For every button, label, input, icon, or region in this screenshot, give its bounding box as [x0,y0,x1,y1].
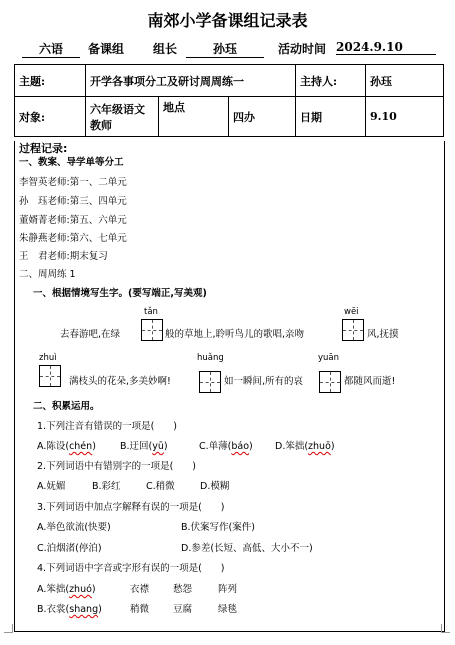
q2-4-stem: 4.下列词语中字音或字形有误的一项是( ) [37,563,225,574]
time-label: 活动时间 [278,42,327,56]
host-value: 孙珏 [366,65,444,97]
write-box-yuan[interactable] [319,371,341,393]
q1-line2-t1: 满枝头的花朵,多美妙啊! [69,376,171,387]
topic-value: 开学各事项分工及研讨周周练一 [86,65,296,97]
q2-4-b-word-4: 绿毯 [218,604,238,615]
q2-2-option-d: D.模糊 [200,481,230,492]
q1-line2-t2: 如一瞬间,所有的哀 [224,376,304,387]
pinyin-huang: huǎng [197,353,224,363]
target-label: 对象: [15,97,86,137]
q2-1-option-b: B.迂回(yū) [120,441,168,452]
pinyin-wei: wēi [344,307,359,317]
crop-mark-bottom-left [4,624,13,633]
write-box-huang[interactable] [199,371,221,393]
q2-4-a-word-4: 阵列 [218,584,238,595]
date-label: 日期 [296,97,366,137]
place-value: 四办 [229,97,296,137]
assignment-1: 李智英老师:第一、二单元 [19,177,127,188]
header-row [16,40,446,58]
q2-3-option-a: A.举色欲流(快要) [37,522,111,533]
q2-1-option-c: C.单薄(báo) [199,441,253,452]
assignment-2: 孙 珏老师:第三、四单元 [19,196,127,207]
q1-line1-mid: 般的草地上,聆听鸟儿的歌唱,亲吻 [165,329,305,340]
assignment-3: 董婿菁老师:第五、六单元 [19,215,127,226]
q2-2-option-c: C.稍微 [146,481,175,492]
q2-3-option-c: C.泊烟渚(停泊) [37,543,102,554]
q2-4-a-word-3: 愁怨 [173,584,193,595]
q2-2-option-b: B.彩红 [92,481,121,492]
target-value: 六年级语文教师 [86,97,159,137]
pinyin-zhui: zhuì [39,353,57,363]
crop-mark-bottom-right [441,624,450,633]
group-label: 备课组 [88,42,125,56]
q2-3-stem: 3.下列词语中加点字解释有误的一项是( ) [37,502,225,513]
q2-4-b-word-3: 豆腐 [173,604,193,615]
q2-1-stem: 1.下列注音有错误的一项是( ) [37,421,177,432]
grade: 六语 [22,40,80,58]
record-content [14,141,445,632]
q2-4-a-word-2: 衣襟 [130,584,150,595]
pinyin-yuan: yuān [318,353,340,363]
q2-3-option-d: D.参差(长短、高低、大小不一) [181,543,313,554]
q1-line1-pre: 去春游吧,在绿 [60,329,121,340]
assignment-5: 王 君老师:期末复习 [19,251,108,262]
write-box-tan[interactable] [141,319,163,341]
write-box-wei[interactable] [342,319,364,341]
q2-4-b-word-2: 稍微 [130,604,150,615]
section-2-heading: 二、周周练 1 [19,269,76,280]
record-heading: 过程记录: [19,142,68,155]
section-1-heading: 一、教案、导学单等分工 [19,157,124,168]
assignment-4: 朱静燕老师:第六、七单元 [19,233,127,244]
q1-line1-post: 风,抚摸 [367,329,399,340]
leader-name: 孙珏 [186,40,264,58]
topic-label: 主题: [15,65,86,97]
question-2-title: 二、积累运用。 [33,401,100,412]
q2-2-stem: 2.下列词语中有错别字的一项是( ) [37,461,196,472]
date-value: 9.10 [366,97,444,137]
q2-1-option-d: D.笨拙(zhuō) [275,441,335,452]
pinyin-tan: tǎn [144,307,158,317]
q2-3-option-b: B.伏案写作(案件) [181,522,255,533]
write-box-zhui[interactable] [39,365,61,387]
q2-4-option-b: B.衣裳(shang) [37,604,102,615]
place-label: 地点 [159,97,229,137]
q2-1-option-a: A.陈设(chén) [37,441,96,452]
info-table [14,64,444,137]
leader-label: 组长 [153,42,178,56]
q2-4-option-a: A.笨拙(zhuó) [37,584,96,595]
q1-line2-t3: 都随风而逝! [344,376,396,387]
page-title: 南郊小学备课组记录表 [147,11,308,30]
question-1-title: 一、根据情境写生字。(要写端正,写美观) [33,288,207,299]
q2-2-option-a: A.妩媚 [37,481,66,492]
activity-date: 2024.9.10 [336,40,436,55]
host-label: 主持人: [296,65,366,97]
